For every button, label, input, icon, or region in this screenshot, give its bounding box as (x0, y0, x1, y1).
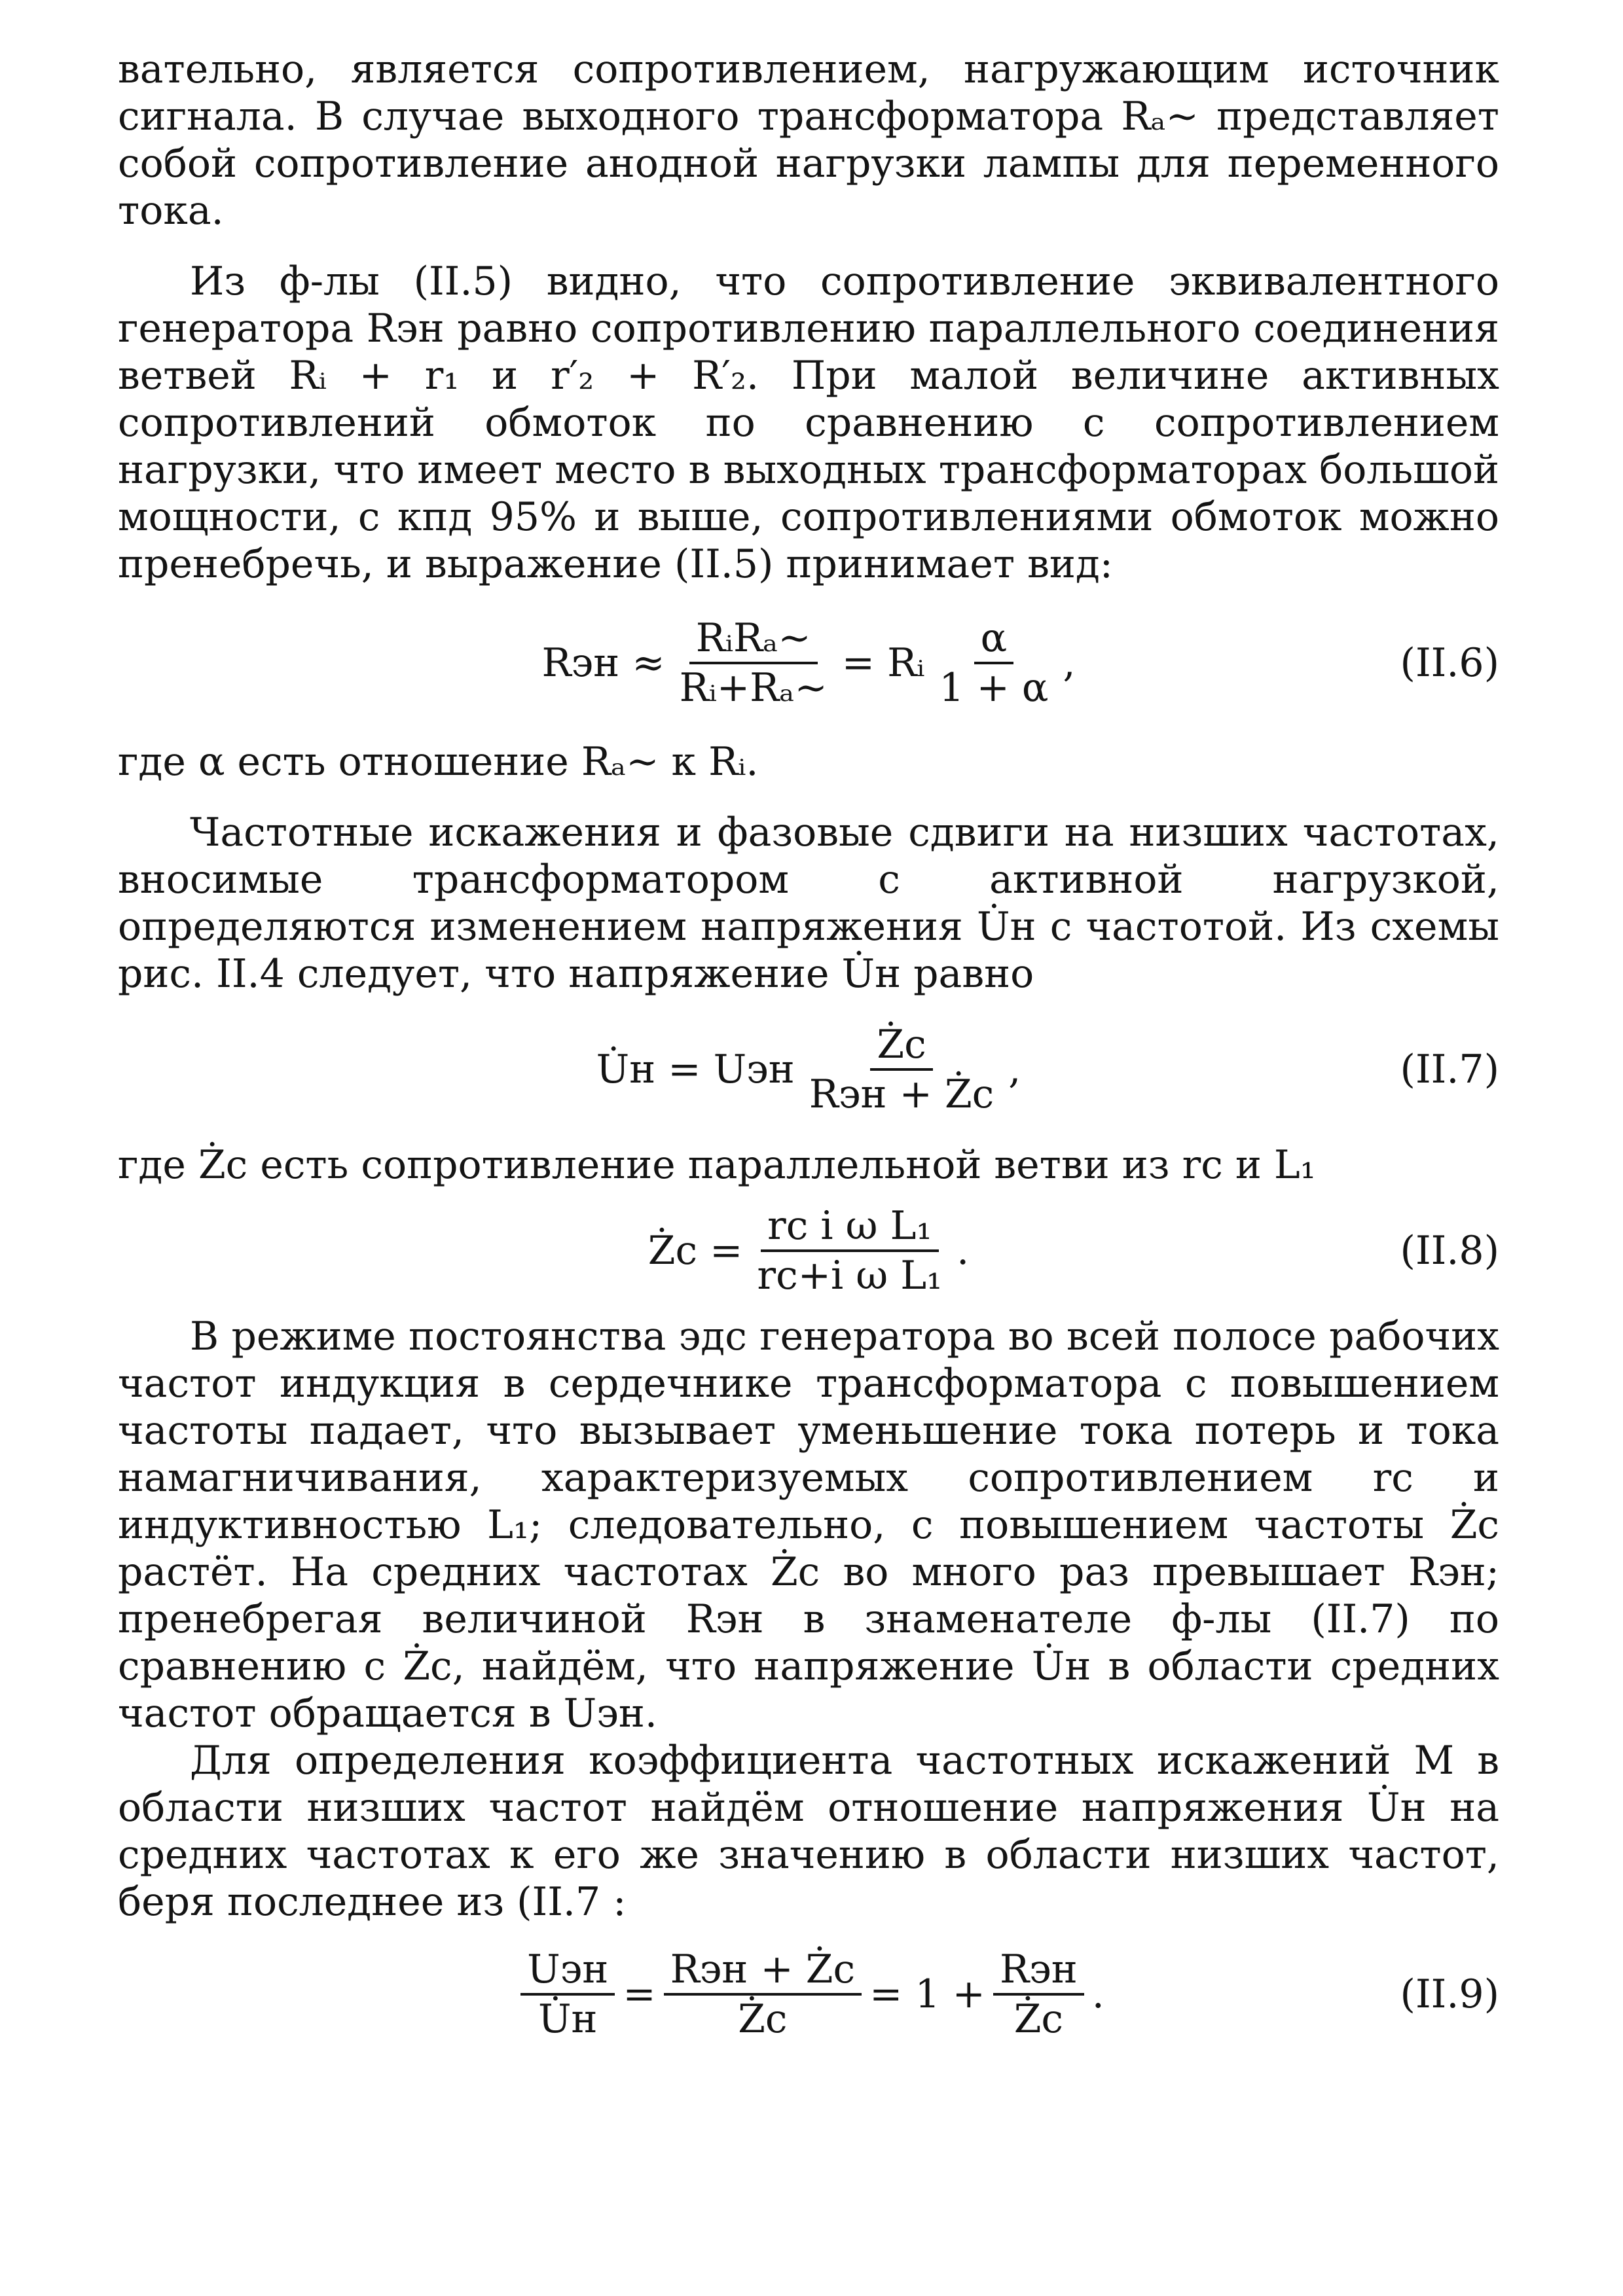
eq6-lhs: Rэн ≈ (541, 640, 665, 686)
book-page (118, 46, 1499, 2063)
paragraph-1: вательно, является сопротивлением, нагружающим источник сигнала. В случае выходного трансформатора Rₐ~ представляет собой сопротивление анодной нагрузки лампы для переменного тока. (118, 46, 1499, 234)
eq9-equals-1: = (623, 1971, 656, 2017)
eq6-denominator-2: 1 + α (939, 665, 1049, 711)
eq9-fraction-2 (664, 1948, 862, 2040)
eq8-numerator: rс i ω L₁ (761, 1205, 939, 1252)
equation-number-II-8: (II.8) (1400, 1228, 1499, 1274)
eq9-denominator-3: Żс (1013, 1996, 1063, 2042)
paragraph-6: В режиме постоянства эдс генератора во всей полосе рабочих частот индукция в сердечнике трансформатора с повышением частоты падает, что вызывает уменьшение тока потерь и тока намагничивания, характеризуемых сопротивлением rс и индуктивностью L₁; следовательно, с повышением частоты Żс растёт. На средних частотах Żс во много раз превышает Rэн; пренебрегая величиной Rэн в знаменателе ф-лы (II.7) по сравнению с Żс, найдём, что напряжение U̇н в области средних частот обращается в Uэн. (118, 1314, 1499, 1736)
equation-II-6 (118, 588, 1499, 738)
eq7-denominator: Rэн + Żс (809, 1071, 994, 1117)
eq6-denominator-1: Rᵢ+Rₐ~ (679, 665, 828, 711)
eq8-tail: . (957, 1228, 970, 1274)
eq7-tail: , (1008, 1047, 1021, 1092)
eq8-lhs: Żс = (647, 1228, 743, 1274)
eq6-tail: , (1063, 640, 1076, 686)
eq9-equals-2: = 1 + (869, 1971, 985, 2017)
eq9-fraction-1 (520, 1948, 615, 2040)
equation-II-9 (118, 1926, 1499, 2063)
eq7-lhs: U̇н = Uэн (596, 1047, 795, 1092)
eq9-denominator-1: U̇н (538, 1996, 598, 2042)
eq9-numerator-2: Rэн + Żс (664, 1948, 862, 1996)
eq9-fraction-3 (993, 1948, 1084, 2040)
eq9-numerator-3: Rэн (993, 1948, 1084, 1996)
paragraph-7: Для определения коэффициента частотных искажений M в области низших частот найдём отношение напряжения U̇н на средних частотах к его же значению в области низших частот, беря последнее из (II.7 : (118, 1738, 1499, 1925)
eq9-tail: . (1091, 1971, 1104, 2017)
equation-number-II-9: (II.9) (1400, 1971, 1499, 2017)
eq6-fraction-2 (932, 617, 1055, 709)
paragraph-2: Из ф-лы (II.5) видно, что сопротивление эквивалентного генератора Rэн равно сопротивлению параллельного соединения ветвей Rᵢ + r₁ и r′₂ + R′₂. При малой величине активных сопротивлений обмоток по сравнению с сопротивлением нагрузки, что имеет место в выходных трансформаторах большой мощности, с кпд 95% и выше, сопротивлениями обмоток можно пренебречь, и выражение (II.5) принимает вид: (118, 259, 1499, 587)
eq7-fraction (803, 1024, 1000, 1115)
eq9-denominator-2: Żс (738, 1996, 788, 2042)
eq6-numerator-2: α (974, 617, 1014, 664)
equation-number-II-6: (II.6) (1400, 640, 1499, 686)
eq6-fraction-1 (673, 617, 834, 709)
eq8-denominator: rс+i ω L₁ (757, 1253, 943, 1299)
paragraph-3: где α есть отношение Rₐ~ к Rᵢ. (118, 739, 759, 785)
eq6-mid: = Rᵢ (841, 640, 925, 686)
eq6-numerator-1: RᵢRₐ~ (689, 617, 818, 664)
equation-II-7 (118, 997, 1499, 1141)
paragraph-5: где Żс есть сопротивление параллельной ветви из rс и L₁ (118, 1142, 1316, 1188)
paragraph-4: Частотные искажения и фазовые сдвиги на низших частотах, вносимые трансформатором с активной нагрузкой, определяются изменением напряжения U̇н с частотой. Из схемы рис. II.4 следует, что напряжение U̇н равно (118, 810, 1499, 997)
eq8-fraction (750, 1205, 949, 1297)
equation-number-II-7: (II.7) (1400, 1047, 1499, 1092)
eq9-numerator-1: Uэн (520, 1948, 615, 1996)
eq7-numerator: Żс (870, 1024, 932, 1071)
equation-II-8 (118, 1189, 1499, 1313)
